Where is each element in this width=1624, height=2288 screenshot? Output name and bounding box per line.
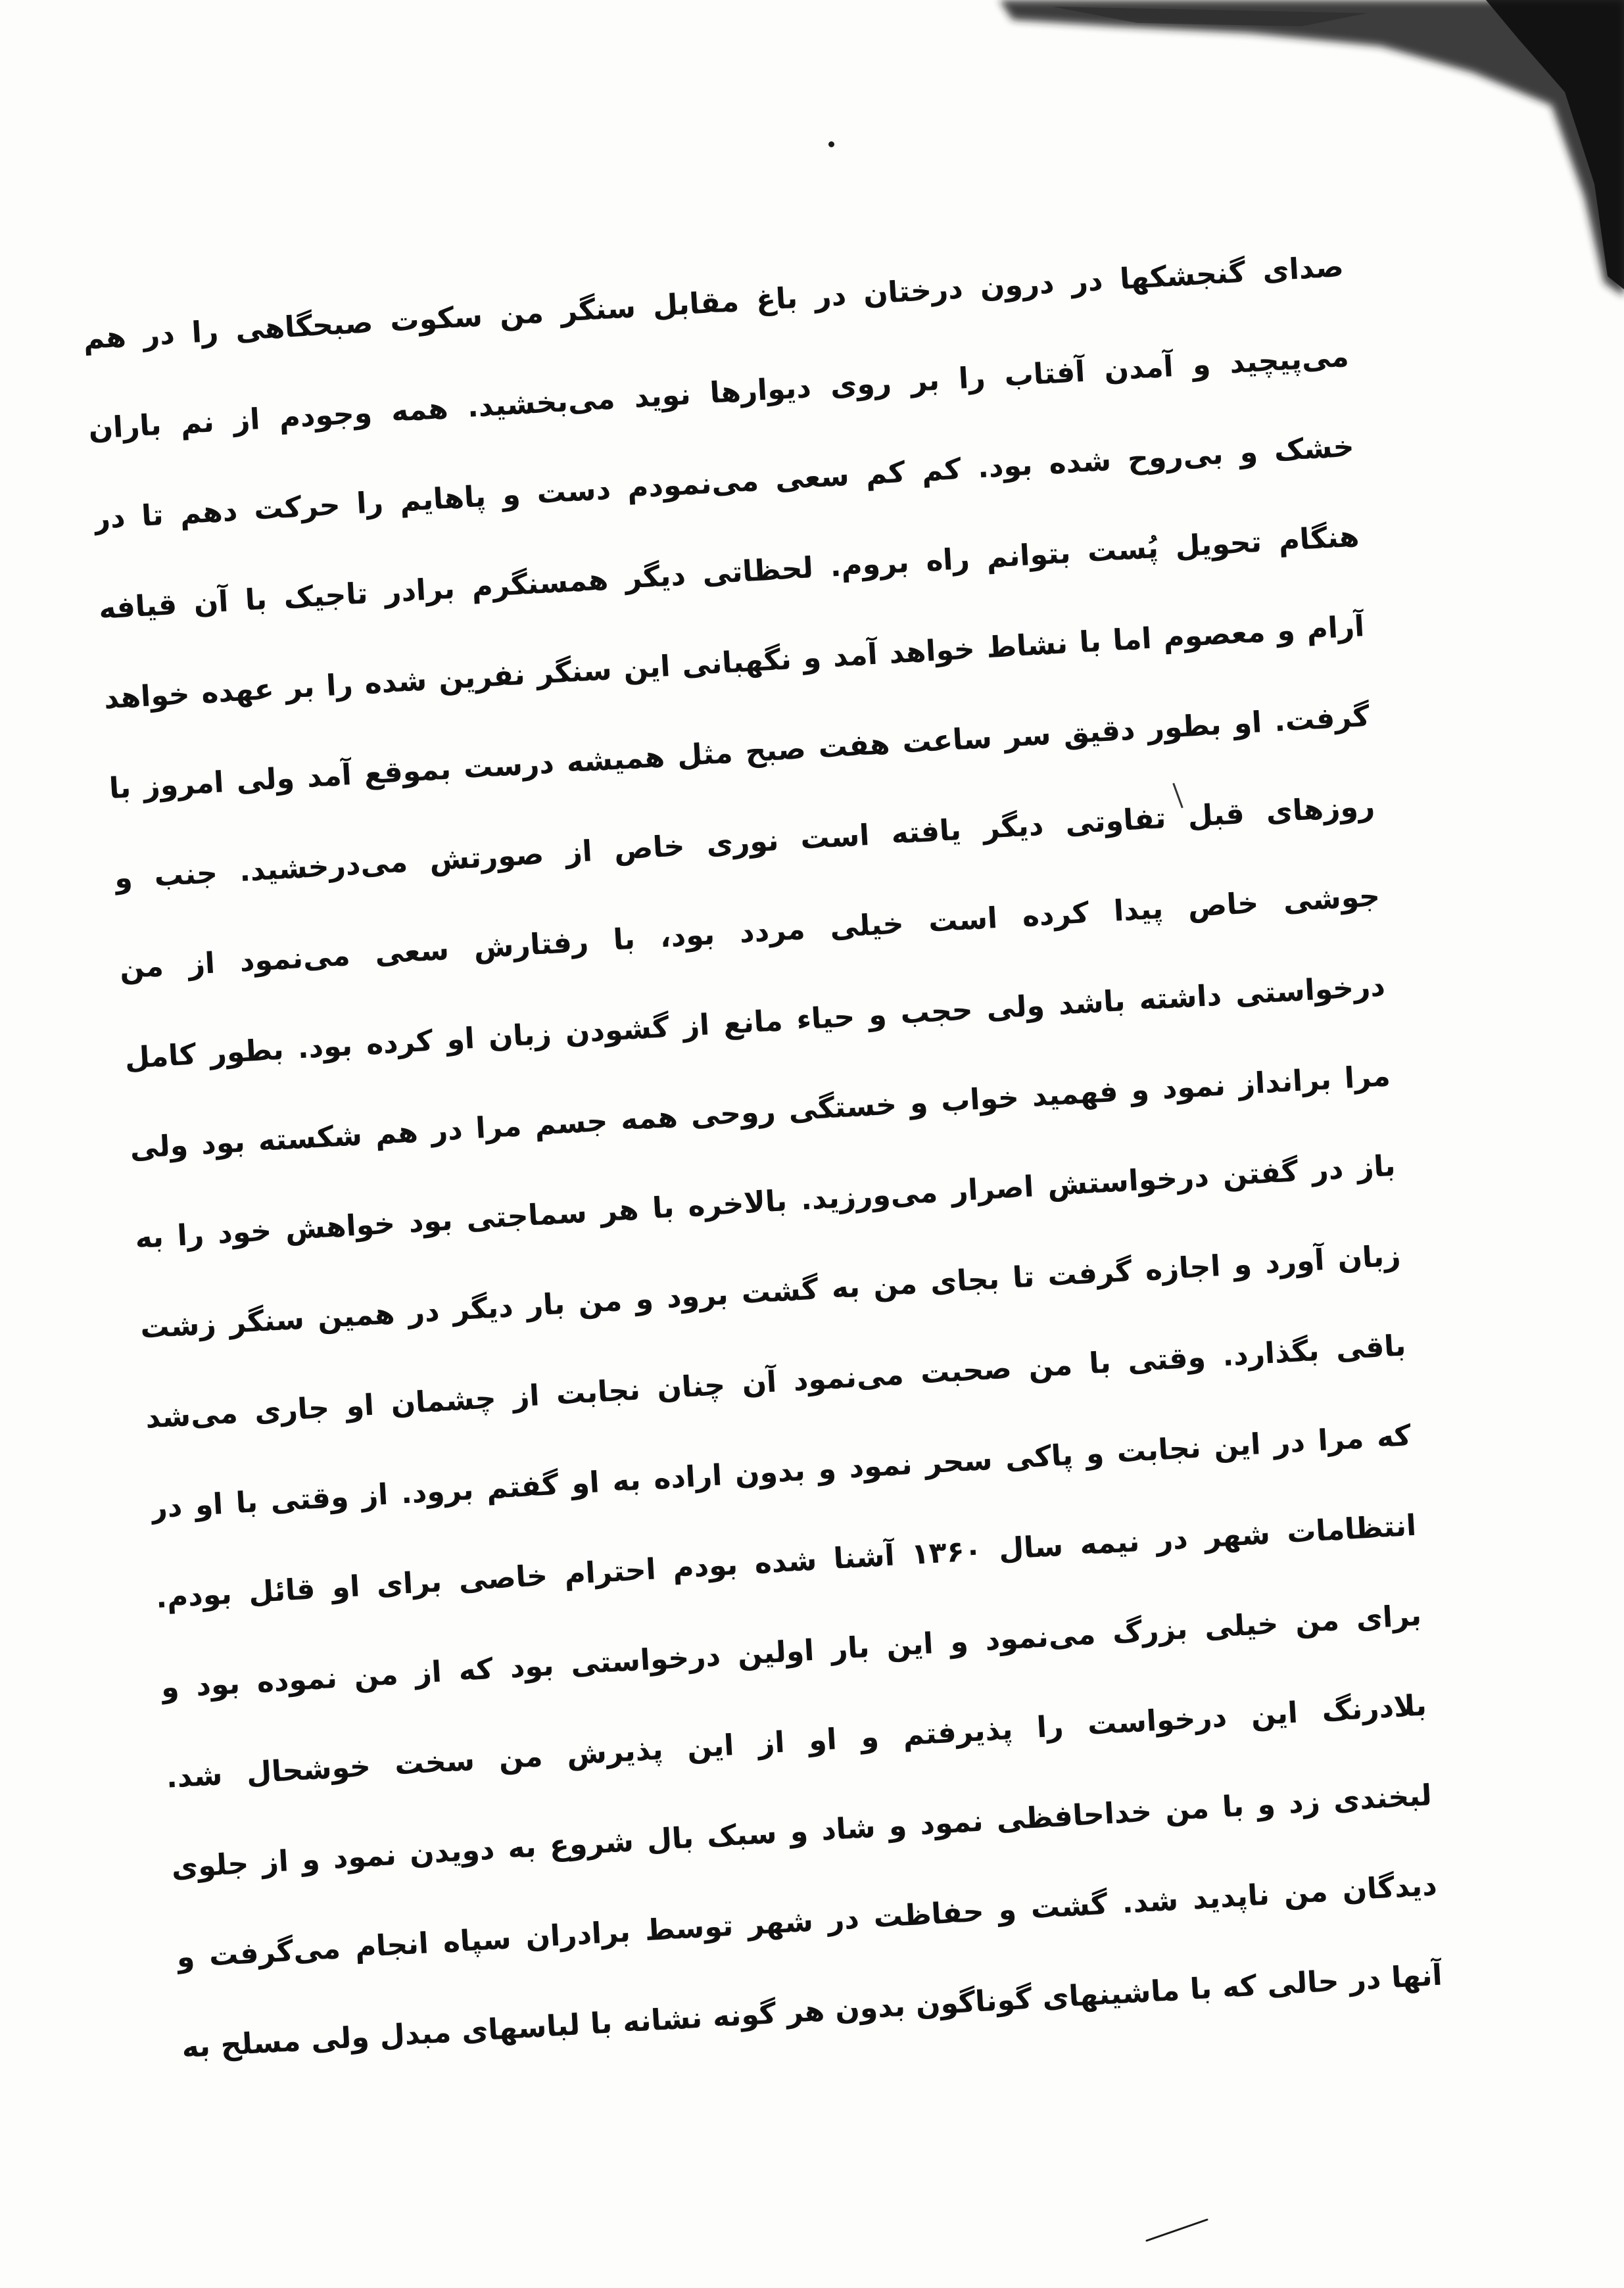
handwritten-typed-paragraph [81,222,1445,2093]
text-line-14: که مرا در این نجابت و پاکی سحر نمود و بدون اراده به او گفتم برود. از وقتی با او در [149,1418,1412,1525]
text-line-8: جوشی خاص پیدا کرده است خیلی مردد بود، با رفتارش سعی می‌نمود از من [118,879,1381,986]
text-line-4: هنگام تحویل پُست بتوانم راه بروم. لحظاتی دیگر همسنگرم برادر تاجیک با آن قیافه [97,519,1360,626]
text-line-1: صدای گنجشکها در درون درختان در باغ مقابل سنگر من سکوت صبحگاهی را در هم [82,249,1345,356]
text-line-19: دیدگان من ناپدید شد. گشت و حفاظت در شهر توسط برادران سپاه انجام می‌گرفت و [176,1868,1438,1975]
text-line-18: لبخندی زد و با من خداحافظی نمود و شاد و سبک بال شروع به دویدن نمود و از جلوی [170,1778,1433,1885]
text-line-2: می‌پیچید و آمدن آفتاب را بر روی دیوارها نوید می‌بخشید. همه وجودم از نم باران [87,339,1350,446]
text-line-10: مرا برانداز نمود و فهمید خواب و خستگی روحی همه جسم مرا در هم شکسته بود ولی [129,1059,1391,1166]
text-line-6: گرفت. او بطور دقیق سر ساعت هفت صبح مثل همیشه درست بموقع آمد ولی امروز با [108,699,1371,806]
text-line-16: برای من خیلی بزرگ می‌نمود و این بار اولین درخواستی بود که از من نموده بود و [160,1598,1423,1705]
text-line-17: بلادرنگ این درخواست را پذیرفتم و او از این پذیرش من سخت خوشحال شد. [165,1688,1428,1795]
text-line-9: درخواستی داشته باشد ولی حجب و حیاء مانع از گشودن زبان او کرده بود. بطور کامل [124,969,1387,1076]
text-line-5: آرام و معصوم اما با نشاط خواهد آمد و نگهبانی این سنگر نفرین شده را بر عهده خواهد [103,609,1366,716]
text-line-12: زبان آورد و اجازه گرفت تا بجای من به گشت برود و من بار دیگر در همین سنگر زشت [139,1239,1402,1345]
stray-dot [828,141,834,147]
text-line-7: روزهای قبل تفاوتی دیگر یافته است نوری خاص از صورتش می‌درخشید. جنب و [113,789,1376,896]
pen-stroke-mark [1144,2217,1210,2243]
text-line-11: باز در گفتن درخواستش اصرار می‌ورزید. بالاخره با هر سماجتی بود خواهش خود را به [134,1149,1397,1256]
text-line-20: آنها در حالی که با ماشینهای گوناگون بدون هر گونه نشانه با لباسهای مبدل ولی مسلح به [181,1958,1443,2065]
text-line-3: خشک و بی‌روح شده بود. کم کم سعی می‌نمودم دست و پاهایم را حرکت دهم تا در [92,429,1355,536]
text-line-15: انتظامات شهر در نیمه سال ۱۳۶۰ آشنا شده بودم احترام خاصی برای او قائل بودم. [155,1508,1418,1615]
text-line-13: باقی بگذارد. وقتی با من صحبت می‌نمود آن چنان نجابت از چشمان او جاری می‌شد [144,1329,1407,1435]
